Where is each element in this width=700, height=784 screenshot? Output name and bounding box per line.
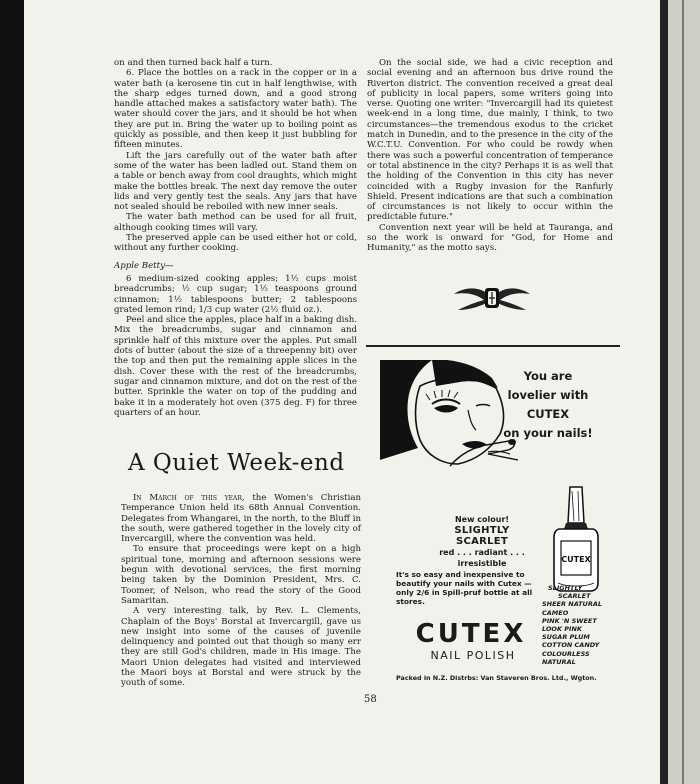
ad-top-rule [366,345,620,347]
article-title: A Quiet Week-end [128,450,345,476]
bottle-label: CUTEX [561,555,591,564]
product-name: NAIL POLISH [430,649,516,662]
paragraph: To ensure that proceedings were kept on a high spiritual tone, morning and afternoon sessions were begun with devotional services, the first morning being taken by the Dominion President, Mrs. C. Toomer, of Nelson, who read the story of the Good Samaritan. [121,544,361,606]
paragraph: the Women's Christian Temperance Union held its 68th Annual Convention. Delegates from Whangarei, in the north, to the Bluff in the south, were gathered together in the lovely city of Invercargill, where the convention was held. [121,493,361,545]
paragraph: Lift the jars carefully out of the water bath after some of the water has been ladled out. Stand them on a table or bench away from cool draughts, which might make the bottles break. The next day remove the outer lids and very gently test the seals. Any jars that have not sealed should be reboiled with new inner seals. [114,150,357,213]
right-column [367,58,613,254]
left-column [114,58,357,418]
paragraph: The preserved apple can be used either hot or cold, without any further cooking. [114,233,357,254]
shade-list: SLIGHTLY SCARLET SHEER NATURAL CAMEO PINK 'N SWEET LOOK PINK SUGAR PLUM COTTON CANDY COLOURLESS NATURAL [542,584,603,666]
paragraph: 6. Place the bottles on a rack in the copper or in a water bath (a kerosene tin cut in half lengthwise, with the sharp edges turned down, and a good strong handle attached makes a satisfactory water bath). The water should cover the jars, and it should be hot when they are put in. Bring the water up to boiling point as quickly as possible, and then keep it just bubbling for fifteen minutes. [114,68,357,151]
paragraph: Convention next year will be held at Tauranga, and so the work is onward for "God, for Home and Humanity," as the motto says. [367,222,613,254]
scan-right-border [660,0,700,784]
ornament-icon [452,280,532,316]
page-number: 58 [364,694,377,705]
paragraph: Peel and slice the apples, place half in a baking dish. Mix the breadcrumbs, sugar and cinnamon and sprinkle half of this mixture over the apples. Put small dots of butter (about the size of a threepenny bit) over the top and then put the remaining apple slices in the dish. Cover these with the rest of the breadcrumbs, sugar and cinnamon mixture, and dot on the rest of the butter. Sprinkle the water on top of the pudding and bake it in a moderately hot oven (375 deg. F) for three quarters of an hour. [114,315,357,418]
gutter-shadow [660,0,668,784]
cutex-logo: CUTEX [415,619,527,649]
distributor-line: Packed in N.Z. Distrbs: Van Staveren Bros. Ltd., Wgton. [396,674,597,682]
ad-tagline: You are lovelier with CUTEX on your nails! [503,369,593,440]
paragraph: A very interesting talk, by Rev. L. Clements, Chaplain of the Boys' Borstal at Invercargill, gave us new insight into some of the causes of juvenile delinquency and pointed out that though so many err they are still God's children, made in His image. The Maori Union delegates had visited and interviewed the Maori boys at Borstal and were struck by the youth of some. [121,606,361,689]
nail-polish-bottle-illustration [548,483,604,595]
new-colour-block: New colour! SLIGHTLY SCARLET red . . . radiant . . . irresistible [439,515,525,568]
paragraph: 6 medium-sized cooking apples; 1½ cups moist breadcrumbs; ½ cup sugar; 1½ teaspoons ground cinnamon; 1½ tablespoons butter; 2 tablespoons grated lemon rind; 1/3 cup water (2½ fluid oz.). [114,273,357,315]
ad-body-text: It's so easy and inexpensive to beautify your nails with Cutex — only 2/6 in Spill-pruf bottle at all stores. [396,570,533,606]
next-page-edge [682,0,684,784]
article-body [121,493,361,689]
cutex-advertisement [366,348,620,688]
paragraph: The water bath method can be used for all fruit, although cooking times will vary. [114,212,357,233]
scan-left-border [0,0,24,784]
recipe-subheading: Apple Betty— [114,260,174,271]
paragraph: on and then turned back half a turn. [114,58,273,68]
lead-in: In March of this year, [133,493,245,503]
paragraph: On the social side, we had a civic reception and social evening and an afternoon bus drive round the Riverton district. The convention received a great deal of publicity in local papers, some writers going into verse. Quoting one writer: "Invercargill had its quietest week-end in a long time, due mainly, I think, to two circumstances—the tremendous exodus to the cricket match in Dunedin, and to the presence in the city of the W.C.T.U. Convention. For who could be rowdy when there was such a powerful concentration of temperance or total abstinence in the city? Perhaps it is as well that the holding of the Convention in this city has never coincided with a Rugby invasion for the Ranfurly Shield. Present indications are that such a combination of circumstances is not likely to occur within the predictable future." [367,58,613,223]
